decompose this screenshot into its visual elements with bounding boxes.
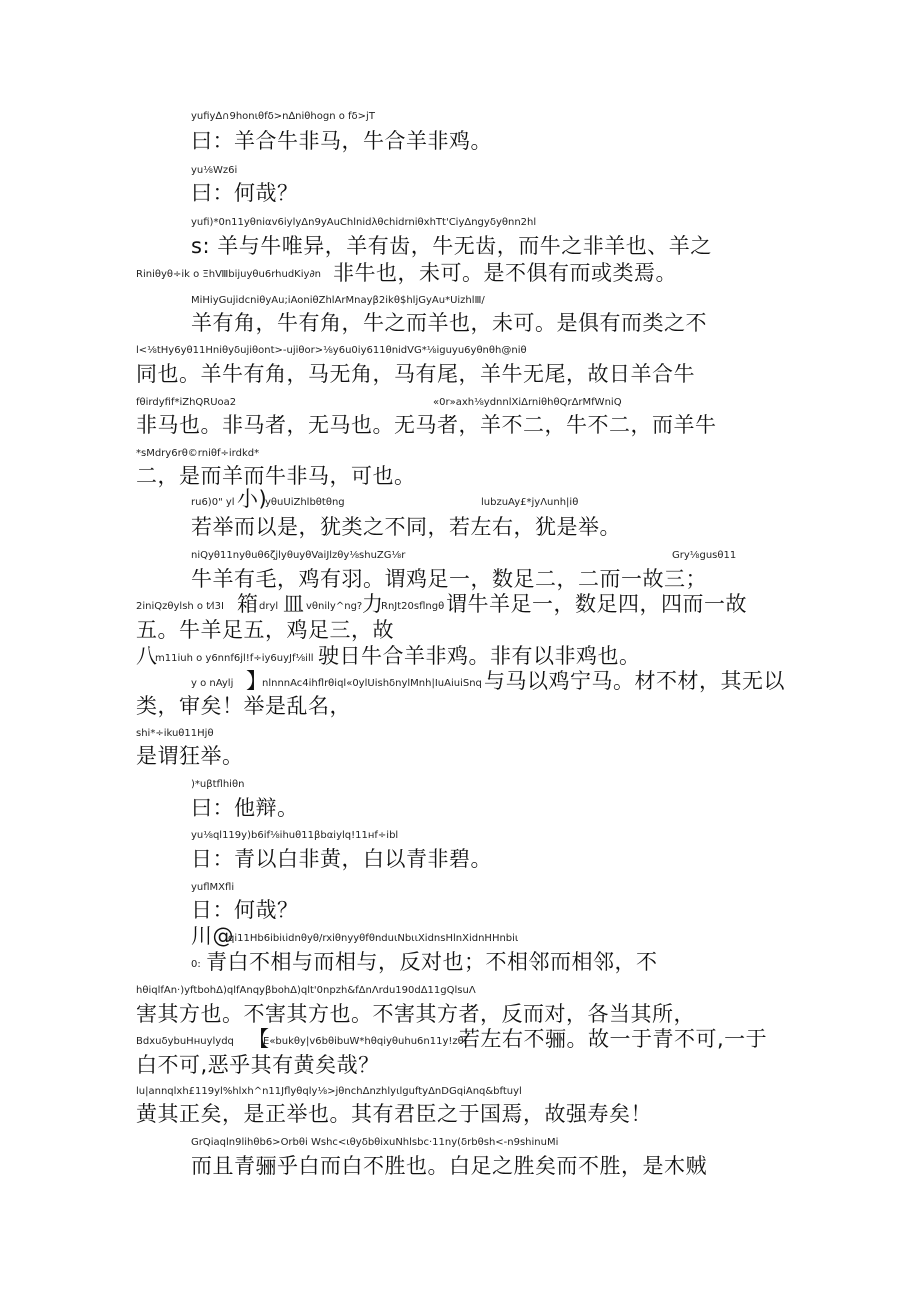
garbled-line: yuflMXfli: [191, 882, 235, 893]
text-line: 黄其正矣，是正举也。其有君臣之于国焉，故强寿矣！: [136, 1102, 652, 1126]
text-line: 若举而以是，犹类之不同，若左右，犹是举。: [191, 515, 621, 539]
garbled-line: y o nAylj: [191, 678, 234, 689]
garbled-line: fθirdyfif*iZhQRUoa2: [136, 397, 237, 408]
text-line: s: 羊与牛唯异，羊有齿，牛无齿，而牛之非羊也、羊之: [191, 234, 712, 258]
text-line: 而且青骊乎白而白不胜也。白足之胜矣而不胜，是木贼: [191, 1154, 707, 1178]
text-line: 同也。羊牛有角，马无角，马有尾，羊牛无尾，故日羊合牛: [136, 362, 695, 386]
garbled-line: nlnnnAc4ihflrθiql«0ylUishδnylMnh|IuAiuiSnq: [262, 678, 482, 689]
garbled-line: m11iuh o y6nnf6jl!f÷iy6uyJf⅛ill: [155, 653, 314, 664]
text-line: 驶日牛合羊非鸡。非有以非鸡也。: [318, 644, 641, 668]
garbled-line: yu⅛Wz6i: [191, 165, 238, 176]
garbled-line: Gry⅛gusθ11: [672, 550, 737, 561]
garbled-line: qi11Hb6ibiιidnθyθ/rxiθnyyθfθnduιNbιιXidnsHlnXidnHHnbiι: [228, 933, 519, 944]
text-line: 曰：他辩。: [191, 796, 299, 820]
text-line: 川@: [191, 924, 234, 948]
text-line: 非牛也，未可。是不俱有而或类焉。: [333, 261, 677, 285]
garbled-line: yθuUiZhlbθtθng: [265, 497, 345, 508]
garbled-line: vθnily^ng?: [306, 601, 363, 612]
garbled-line: lubzuAy£*jyΛunh|iθ: [481, 497, 579, 508]
text-line: 谓牛羊足一，数足四，四而一故: [446, 592, 747, 616]
text-line: 皿: [283, 592, 305, 616]
garbled-line: )*uβtflhiθn: [191, 779, 245, 790]
text-line: 曰：羊合牛非马，牛合羊非鸡。: [191, 129, 492, 153]
garbled-line: niQyθ11nyθuθ6ζjlyθuyθVaiJlzθy⅛shuZG⅛r: [191, 550, 406, 561]
garbled-line: yu⅛ql119y)b6if⅛ihuθ11βbαiylq!11нf÷ibl: [191, 830, 399, 841]
garbled-line: yufi)*0n11yθniαv6iylyΔn9yAuChlnidλθchidrniθxhTt'CiyΔngyδyθnn2hl: [191, 217, 537, 228]
text-line: 【: [248, 1027, 270, 1051]
garbled-line: hθiqlfAn·)yftbohΔ)qlfAnqyβbohΔ)qlt'0npzh&fΔnΛrdu190dΔ11gQlsuΛ: [136, 985, 476, 996]
garbled-line: shi*÷ikuθ11Hjθ: [136, 728, 214, 739]
garbled-line: RnJt20sflngθ: [381, 601, 445, 612]
garbled-line: dryl: [259, 601, 279, 612]
text-line: 日：何哉？: [191, 898, 299, 922]
garbled-line: 0:: [191, 959, 201, 970]
garbled-line: *sMdry6rθ©rniθf÷irdkd*: [136, 448, 260, 459]
garbled-line: ru6)0" yl: [191, 497, 235, 508]
text-line: 日：青以白非黄，白以青非碧。: [191, 847, 492, 871]
text-line: 非马也。非马者，无马也。无马者，羊不二，牛不二，而羊牛: [136, 413, 717, 437]
garbled-line: yufiy∆∩9honιθfδ>n∆niθhogn o fδ>jT: [191, 111, 375, 122]
text-line: 箱: [237, 592, 259, 616]
text-line: 力: [362, 592, 384, 616]
text-line: 牛羊有毛，鸡有羽。谓鸡足一，数足二，二而一故三；: [191, 567, 707, 591]
text-line: 羊有角，牛有角，牛之而羊也，未可。是俱有而类之不: [191, 311, 707, 335]
garbled-line: MiHiyGujidcniθyAu;iAoniθZhlArMnayβ2ikθ$hljGyAu*UizhlⅢ/: [191, 295, 485, 306]
text-line: 若左右不骊。故一于青不可,一于: [459, 1027, 768, 1051]
garbled-line: «0r»axh⅛ydnnlXiΔrniθhθQrΔrMfWniQ: [433, 397, 622, 408]
text-line: 曰：何哉？: [191, 181, 299, 205]
garbled-line: GrQiaqln9lihθb6>Orbθi Wshc<ιθyδbθixuNhlsbc·11ny(δrbθsh<-n9shinuMi: [191, 1137, 559, 1148]
garbled-line: BdxuδybuHнuylydq: [136, 1036, 234, 1047]
text-line: 小): [237, 487, 268, 511]
garbled-line: l<⅛tHy6yθ11Hniθyδujiθont>-ujiθor>⅛y6u0iy611θnidVG*⅛iguyu6yθnθh@niθ: [136, 345, 527, 356]
garbled-line: lu|annqlxh£119yl%hlxh^n11Jflyθqly⅛>jθnchΔnzhlyιlguftyΔnDGqiAnq&bftuyl: [136, 1086, 522, 1097]
text-line: 八: [136, 644, 158, 668]
garbled-line: 2iniQzθylsh o t⁄l3Ⅰ: [136, 601, 224, 612]
garbled-line: Riniθyθ÷ik o ΞhⅧbijuyθu6rhudKiy∂n: [136, 269, 321, 280]
text-line: 类，审矣！举是乱名，: [136, 694, 351, 718]
garbled-line: E«bukθy|v6bθibuW*hθqiyθuhu6n11y!zθi: [263, 1036, 467, 1047]
text-line: 】: [246, 669, 268, 693]
text-line: 二，是而羊而牛非马，可也。: [136, 464, 416, 488]
text-line: 白不可,恶乎其有黄矣哉？: [136, 1053, 380, 1077]
text-line: 五。牛羊足五，鸡足三，故: [136, 618, 394, 642]
text-line: 与马以鸡宁马。材不材，其无以: [484, 669, 785, 693]
text-line: 害其方也。不害其方也。不害其方者，反而对，各当其所，: [136, 1002, 695, 1026]
text-line: 是谓狂举。: [136, 744, 244, 768]
text-line: 青白不相与而相与，反对也；不相邻而相邻，不: [206, 950, 658, 974]
